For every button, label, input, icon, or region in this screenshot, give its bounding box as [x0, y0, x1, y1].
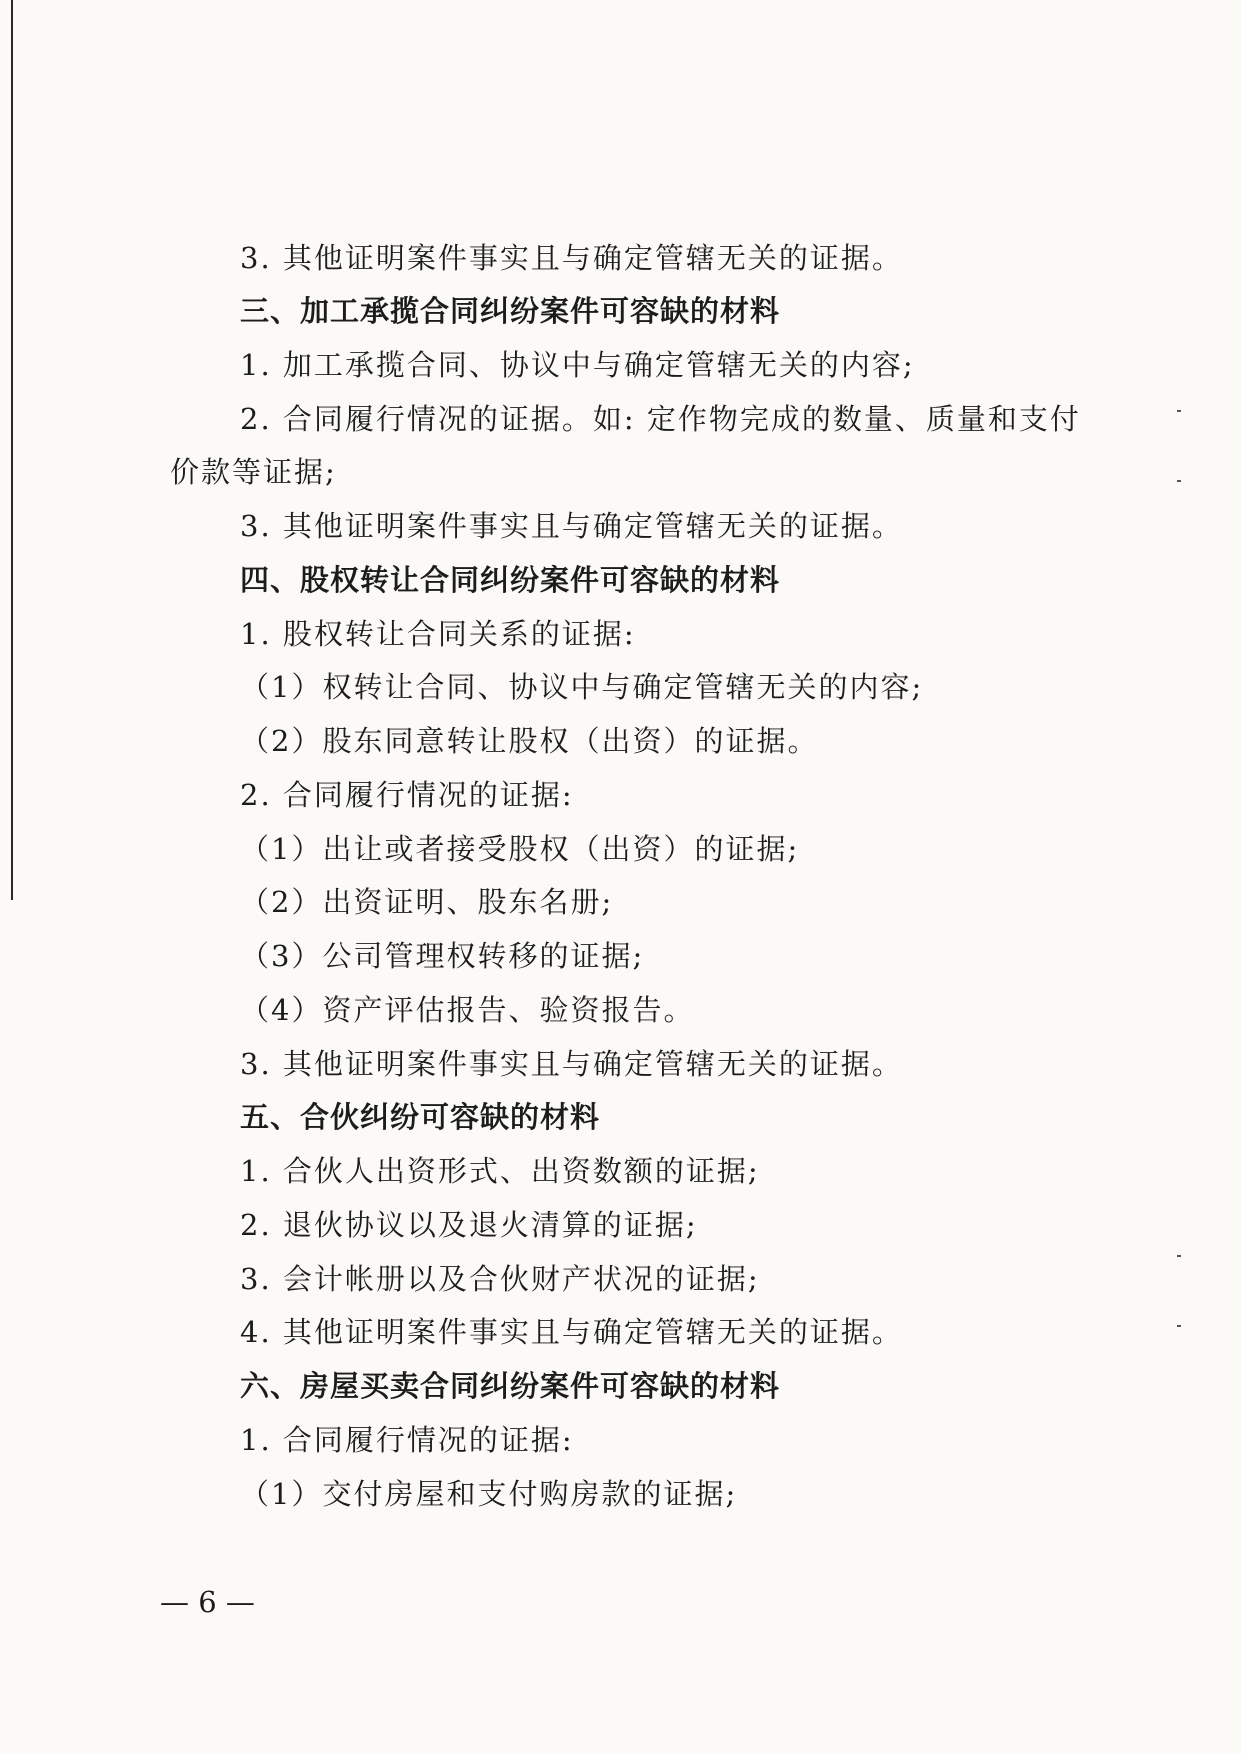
- sub-list-item: （4）资产评估报告、验资报告。: [240, 993, 695, 1027]
- section-heading: 三、加工承揽合同纠纷案件可容缺的材料: [240, 294, 781, 328]
- section-heading: 六、房屋买卖合同纠纷案件可容缺的材料: [240, 1369, 781, 1403]
- sub-list-item: （1）交付房屋和支付购房款的证据;: [240, 1477, 738, 1511]
- list-item: 1. 合同履行情况的证据:: [240, 1423, 574, 1457]
- scan-speck: [1177, 1325, 1181, 1327]
- section-heading: 五、合伙纠纷可容缺的材料: [240, 1100, 601, 1134]
- sub-list-item: （2）出资证明、股东名册;: [240, 885, 614, 919]
- sub-list-item: （1）权转让合同、协议中与确定管辖无关的内容;: [240, 670, 924, 704]
- sub-list-item: （3）公司管理权转移的证据;: [240, 939, 645, 973]
- list-item: 2. 退伙协议以及退火清算的证据;: [240, 1208, 698, 1242]
- list-item: 2. 合同履行情况的证据:: [240, 778, 574, 812]
- scan-speck: [1177, 480, 1181, 482]
- sub-list-item: （2）股东同意转让股权（出资）的证据。: [240, 724, 819, 758]
- list-item: 1. 加工承揽合同、协议中与确定管辖无关的内容;: [240, 348, 915, 382]
- list-item: 3. 其他证明案件事实且与确定管辖无关的证据。: [240, 509, 903, 543]
- scan-speck: [1177, 410, 1181, 412]
- section-heading: 四、股权转让合同纠纷案件可容缺的材料: [240, 563, 781, 597]
- page-number: — 6 —: [160, 1585, 255, 1619]
- list-item-continuation: 价款等证据;: [170, 455, 337, 489]
- sub-list-item: （1）出让或者接受股权（出资）的证据;: [240, 832, 800, 866]
- list-item: 4. 其他证明案件事实且与确定管辖无关的证据。: [240, 1315, 903, 1349]
- scan-speck: [1177, 1255, 1181, 1257]
- list-item: 1. 股权转让合同关系的证据:: [240, 617, 636, 651]
- list-item: 3. 其他证明案件事实且与确定管辖无关的证据。: [240, 1047, 903, 1081]
- list-item: 2. 合同履行情况的证据。如: 定作物完成的数量、质量和支付: [240, 402, 1081, 436]
- list-item: 1. 合伙人出资形式、出资数额的证据;: [240, 1154, 760, 1188]
- list-item: 3. 会计帐册以及合伙财产状况的证据;: [240, 1262, 760, 1296]
- scan-edge-line: [11, 0, 13, 900]
- list-item: 3. 其他证明案件事实且与确定管辖无关的证据。: [240, 241, 903, 275]
